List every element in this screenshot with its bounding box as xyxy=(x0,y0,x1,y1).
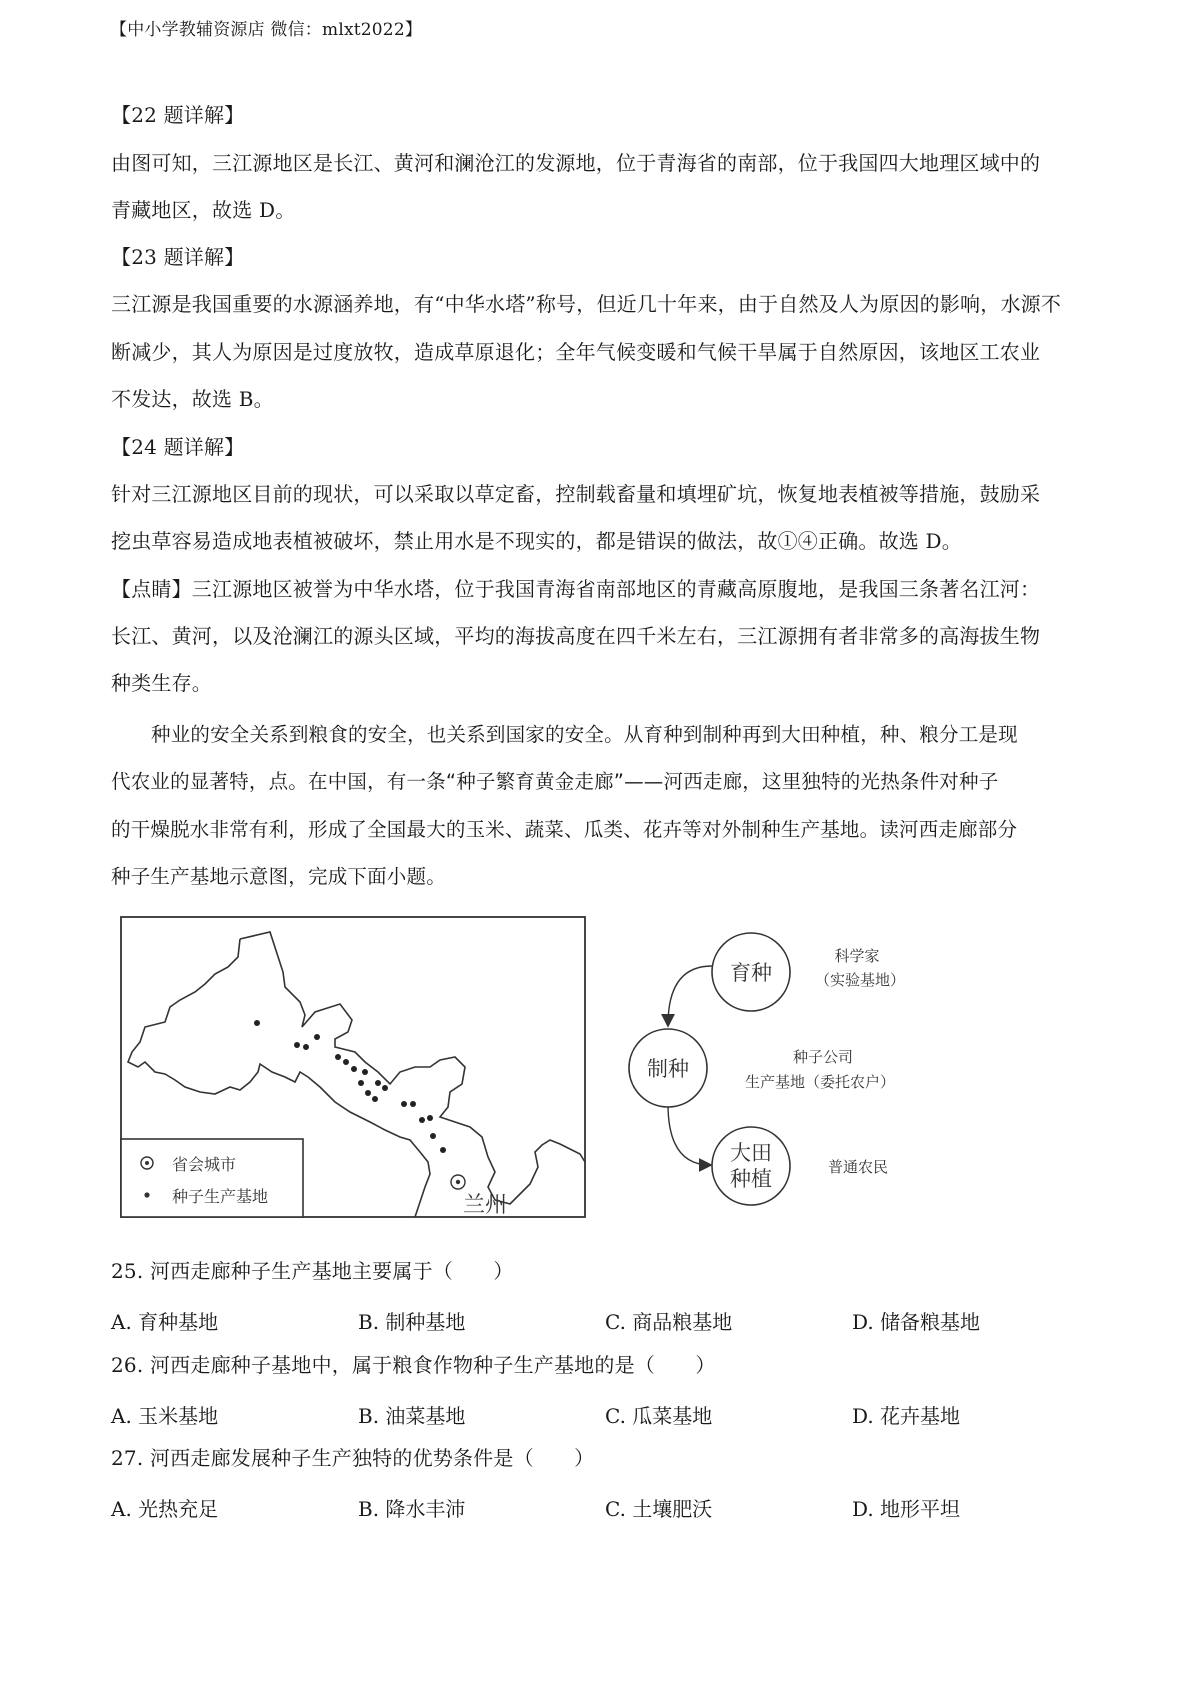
section-22-title: 【22 题详解】 xyxy=(111,103,245,127)
seed-base-dot xyxy=(314,1034,320,1040)
desc-production-2: 生产基地（委托农户） xyxy=(744,1073,896,1091)
section-23-line-1: 三江源是我国重要的水源涵养地，有“中华水塔”称号，但近几十年来，由于自然及人为原因的影响，水源不 xyxy=(111,292,1062,316)
q26-option-b[interactable]: B. 油菜基地 xyxy=(358,1404,466,1428)
seed-base-dot xyxy=(372,1096,378,1102)
q25-option-c[interactable]: C. 商品粮基地 xyxy=(605,1310,733,1334)
q25-option-d[interactable]: D. 储备粮基地 xyxy=(852,1310,981,1334)
section-23-line-3: 不发达，故选 B。 xyxy=(111,387,274,411)
section-24-line-2: 挖虫草容易造成地表植被破坏，禁止用水是不现实的，都是错误的做法，故①④正确。故选 D。 xyxy=(111,529,962,553)
arrow-production-to-field xyxy=(668,1104,710,1165)
dianjing-line-3: 种类生存。 xyxy=(111,671,212,695)
desc-breeding-1: 科学家 xyxy=(834,947,880,965)
seed-base-dot xyxy=(303,1044,309,1050)
q27-option-a[interactable]: A. 光热充足 xyxy=(111,1497,219,1521)
seed-base-dot xyxy=(375,1080,381,1086)
node-field-label-1: 大田 xyxy=(730,1141,772,1165)
legend-capital-label: 省会城市 xyxy=(172,1155,237,1174)
q26-option-a[interactable]: A. 玉米基地 xyxy=(111,1404,219,1428)
seed-base-dot xyxy=(365,1090,371,1096)
question-26-options xyxy=(111,1400,1111,1430)
node-field-planting xyxy=(712,1127,790,1205)
seed-industry-flow-diagram xyxy=(620,910,950,1230)
q26-option-c[interactable]: C. 瓜菜基地 xyxy=(605,1404,713,1428)
question-26-stem: 26. 河西走廊种子基地中，属于粮食作物种子生产基地的是（ ） xyxy=(111,1353,716,1377)
desc-field: 普通农民 xyxy=(827,1158,889,1176)
hexi-corridor-map xyxy=(110,912,600,1232)
seed-base-dot xyxy=(358,1080,364,1086)
q25-option-a[interactable]: A. 育种基地 xyxy=(111,1310,219,1334)
question-27-stem: 27. 河西走廊发展种子生产独特的优势条件是（ ） xyxy=(111,1446,595,1470)
intro-line-4: 种子生产基地示意图，完成下面小题。 xyxy=(111,865,446,888)
intro-line-2: 代农业的显著特，点。在中国，有一条“种子繁育黄金走廊”——河西走廊，这里独特的光热条件对种子 xyxy=(111,770,999,793)
seed-base-dot xyxy=(335,1054,341,1060)
seed-base-dot xyxy=(294,1042,300,1048)
seed-base-dot xyxy=(362,1069,368,1075)
q27-option-d[interactable]: D. 地形平坦 xyxy=(852,1497,961,1521)
seed-base-dot xyxy=(419,1117,425,1123)
intro-line-3: 的干燥脱水非常有利，形成了全国最大的玉米、蔬菜、瓜类、花卉等对外制种生产基地。读河西走廊部分 xyxy=(111,818,1018,841)
section-23-title: 【23 题详解】 xyxy=(111,245,245,269)
dianjing-line-1: 【点睛】三江源地区被誉为中华水塔，位于我国青海省南部地区的青藏高原腹地，是我国三条著名江河： xyxy=(111,577,1041,601)
section-22-line-2: 青藏地区，故选 D。 xyxy=(111,198,296,222)
capital-city-icon-center xyxy=(145,1161,149,1165)
section-23-line-2: 断减少，其人为原因是过度放牧，造成草原退化；全年气候变暖和气候干旱属于自然原因，该地区工农业 xyxy=(111,340,1041,364)
seed-base-dot xyxy=(254,1020,260,1026)
lanzhou-label: 兰州 xyxy=(463,1193,508,1218)
section-24-title: 【24 题详解】 xyxy=(111,435,245,459)
seed-base-dot xyxy=(401,1101,407,1107)
lanzhou-center-dot xyxy=(456,1180,460,1184)
seed-base-dot xyxy=(351,1066,357,1072)
seed-base-dot xyxy=(440,1147,446,1153)
seed-base-dot xyxy=(410,1101,416,1107)
watermark-header: 【中小学教辅资源店 微信：mlxt2022】 xyxy=(110,20,423,40)
question-25-options xyxy=(111,1306,1111,1336)
q26-option-d[interactable]: D. 花卉基地 xyxy=(852,1404,961,1428)
seed-base-dot xyxy=(343,1059,349,1065)
node-field-label-2: 种植 xyxy=(730,1167,772,1191)
q27-option-b[interactable]: B. 降水丰沛 xyxy=(358,1497,466,1521)
seed-base-dot xyxy=(427,1115,433,1121)
desc-production-1: 种子公司 xyxy=(792,1048,854,1066)
seed-base-dot xyxy=(430,1133,436,1139)
intro-line-1: 种业的安全关系到粮食的安全，也关系到国家的安全。从育种到制种再到大田种植，种、粮分工是现 xyxy=(151,723,1018,746)
seed-base-dot-icon xyxy=(144,1192,149,1197)
desc-breeding-2: （实验基地） xyxy=(814,971,906,989)
section-24-line-1: 针对三江源地区目前的现状，可以采取以草定畜，控制载畜量和填埋矿坑，恢复地表植被等措施，鼓励采 xyxy=(111,482,1041,506)
question-25-stem: 25. 河西走廊种子生产基地主要属于（ ） xyxy=(111,1259,514,1283)
arrow-breeding-to-production xyxy=(668,966,712,1025)
question-27-options xyxy=(111,1493,1111,1523)
q27-option-c[interactable]: C. 土壤肥沃 xyxy=(605,1497,713,1521)
section-22-line-1: 由图可知，三江源地区是长江、黄河和澜沧江的发源地，位于青海省的南部，位于我国四大地理区域中的 xyxy=(111,151,1041,175)
q25-option-b[interactable]: B. 制种基地 xyxy=(358,1310,466,1334)
seed-base-dot xyxy=(382,1085,388,1091)
node-production-label: 制种 xyxy=(647,1057,689,1081)
dianjing-line-2: 长江、黄河，以及沧澜江的源头区域，平均的海拔高度在四千米左右，三江源拥有者非常多的高海拔生物 xyxy=(111,624,1041,648)
node-breeding-label: 育种 xyxy=(730,961,772,985)
legend-seed-base-label: 种子生产基地 xyxy=(172,1187,269,1206)
